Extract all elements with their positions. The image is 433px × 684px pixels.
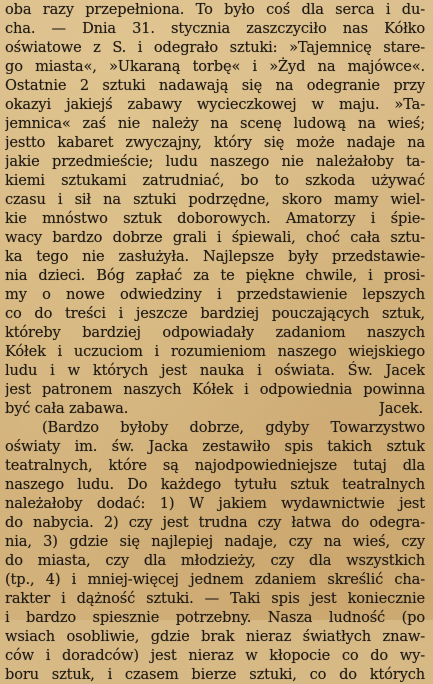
- text-line: kie mnóstwo sztuk doborowych. Amatorzy i śpie-: [5, 210, 425, 227]
- text-line: jest patronem naszych Kółek i odpowiednia powinna: [5, 381, 425, 398]
- text-line: okazyi jakiejś zabawy wycieczkowej w maju. »Ta-: [5, 96, 425, 113]
- text-line: wsiach osobliwie, gdzie brak nieraz światłych znaw-: [5, 628, 425, 645]
- text-line: (Bardzo byłoby dobrze, gdyby Towarzystwo: [42, 419, 425, 436]
- text-line: naszego ludu. Do każdego tytułu sztuk teatralnych: [5, 476, 425, 493]
- text-line: Kółek i uczuciom i rozumieniom naszego wiejskiego: [5, 343, 425, 360]
- text-line: być cała zabawa.: [5, 400, 129, 417]
- text-line: nia dzieci. Bóg zapłać za te piękne chwile, i prosi-: [5, 267, 425, 284]
- text-line: oba razy przepełniona. To było coś dla serca i du-: [5, 1, 425, 18]
- text-line: my o nowe odwiedziny i przedstawienie lepszych: [5, 286, 425, 303]
- text-line: teatralnych, które są najodpowiedniejsze tutaj dla: [5, 457, 425, 474]
- text-line: czasu i sił na sztuki podrzędne, skoro mamy wiel-: [5, 191, 425, 208]
- text-line: jakie przedmieście; ludu naszego nie należałoby ta-: [5, 153, 425, 170]
- text-line: do nabycia. 2) czy jest trudna czy łatwa do odegra-: [5, 514, 425, 531]
- text-line: i bardzo spiesznie potrzebny. Nasza ludność (po: [5, 609, 425, 626]
- text-line: któreby bardziej odpowiadały zadaniom naszych: [5, 324, 425, 341]
- text-line: (tp., 4) i mniej-więcej jednem zdaniem skreślić cha-: [5, 571, 425, 588]
- text-line: ludu i w których jest nauka i oświata. Św. Jacek: [5, 362, 425, 379]
- text-line: ców i doradców) jest nieraz w kłopocie co do wy-: [5, 647, 425, 664]
- author-signature: Jacek.: [379, 400, 423, 417]
- text-line: do miasta, czy dla młodzieży, czy dla wszystkich: [5, 552, 425, 569]
- text-line: rakter i dążność sztuki. — Taki spis jest koniecznie: [5, 590, 425, 607]
- text-line: co do treści i jeszcze bardziej pouczających sztuk,: [5, 305, 425, 322]
- text-line: oświatowe z S. i odegrało sztuki: »Tajemnicę stare-: [5, 39, 425, 56]
- text-line: kiemi sztukami zatrudniać, bo to szkoda używać: [5, 172, 425, 189]
- text-line: wacy bardzo dobrze grali i śpiewali, choć cała sztu-: [5, 229, 425, 246]
- text-line: cha. — Dnia 31. stycznia zaszczyciło nas Kółko: [5, 20, 425, 37]
- text-line: oświaty im. św. Jacka zestawiło spis takich sztuk: [5, 438, 425, 455]
- text-line: ka tego nie zasłużyła. Najlepsze były przedstawie-: [5, 248, 425, 265]
- text-line: Ostatnie 2 sztuki nadawają się na odegranie przy: [5, 77, 425, 94]
- text-line: należałoby dodać: 1) W jakiem wydawnictwie jest: [5, 495, 425, 512]
- text-line: boru sztuk, i czasem bierze sztuki, co do których: [5, 666, 425, 683]
- text-line: nia, 3) gdzie się najlepiej nadaje, czy na wieś, czy: [5, 533, 425, 550]
- text-line: go miasta«, »Ukaraną torbę« i »Żyd na majówce«.: [5, 58, 425, 75]
- text-line: jemnica« zaś nie należy na scenę ludową na wieś;: [5, 115, 425, 132]
- text-line: jestto kabaret zwyczajny, który się może nadaje na: [5, 134, 425, 151]
